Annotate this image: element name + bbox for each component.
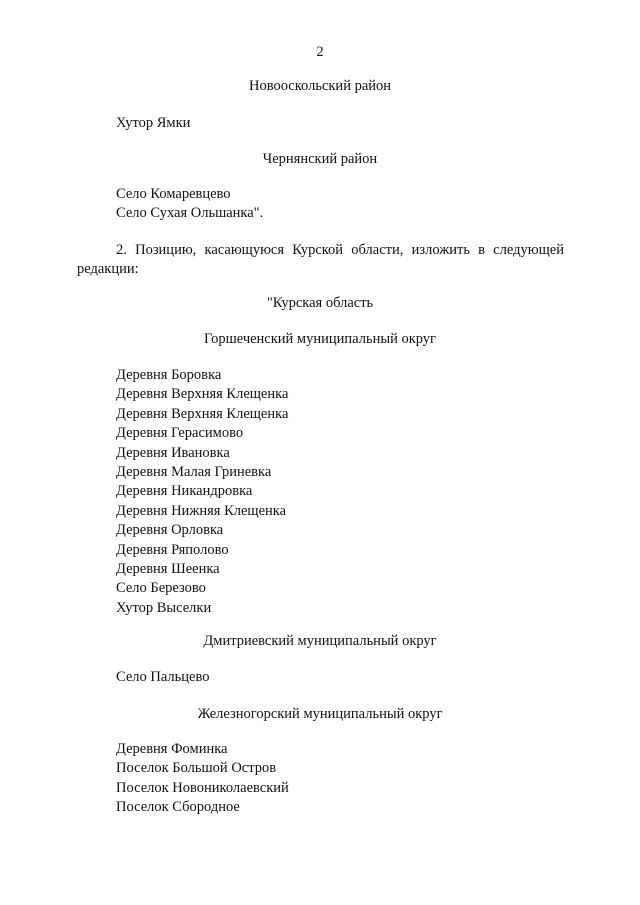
list-item: Деревня Орловка [116,522,224,539]
list-item: Деревня Верхняя Клещенка [116,405,289,422]
district-heading-gorshechensky: Горшеченский муниципальный округ [203,331,437,347]
list-item: Село Сухая Ольшанка". [116,205,264,222]
list-item: Деревня Герасимово [116,425,244,442]
list-item: Деревня Ряполово [116,541,229,558]
list-item: Поселок Новониколаевский [116,779,289,796]
section-heading-chernyansky: Чернянский район [262,151,378,167]
list-dmitrievsky [116,668,209,687]
list-item: Деревня Боровка [116,367,222,383]
list-novooskolsky [116,114,190,133]
list-item: Хутор Выселки [116,599,212,616]
list-item: Деревня Нижняя Клещенка [116,502,287,519]
paragraph-line-1: 2. Позицию, касающуюся Курской области, изложить в следующей [116,242,564,258]
page-number: 2 [316,44,324,60]
district-heading-dmitrievsky: Дмитриевский муниципальный округ [203,633,437,649]
list-item: Село Березово [116,580,206,597]
list-item: Село Пальцево [116,669,210,685]
list-item: Деревня Ивановка [116,444,230,461]
section-heading-novooskolsky: Новооскольский район [248,78,392,94]
list-item: Поселок Сбородное [116,799,240,816]
list-item: Деревня Фоминка [116,741,228,757]
list-chernyansky [116,185,263,224]
list-item: Деревня Шеенка [116,560,220,577]
list-item: Деревня Никандровка [116,483,253,500]
region-heading: "Курская область [266,295,374,311]
list-item: Деревня Верхняя Клещенка [116,386,289,403]
list-item: Село Комаревцево [116,186,231,202]
list-item: Хутор Ямки [116,115,191,131]
list-item: Деревня Малая Гриневка [116,463,272,480]
list-item: Поселок Большой Остров [116,760,277,777]
list-gorshechensky [116,366,288,618]
paragraph-line-2: редакции: [77,261,139,277]
list-zheleznogorsky [116,740,289,818]
district-heading-zheleznogorsky: Железногорский муниципальный округ [197,706,443,722]
